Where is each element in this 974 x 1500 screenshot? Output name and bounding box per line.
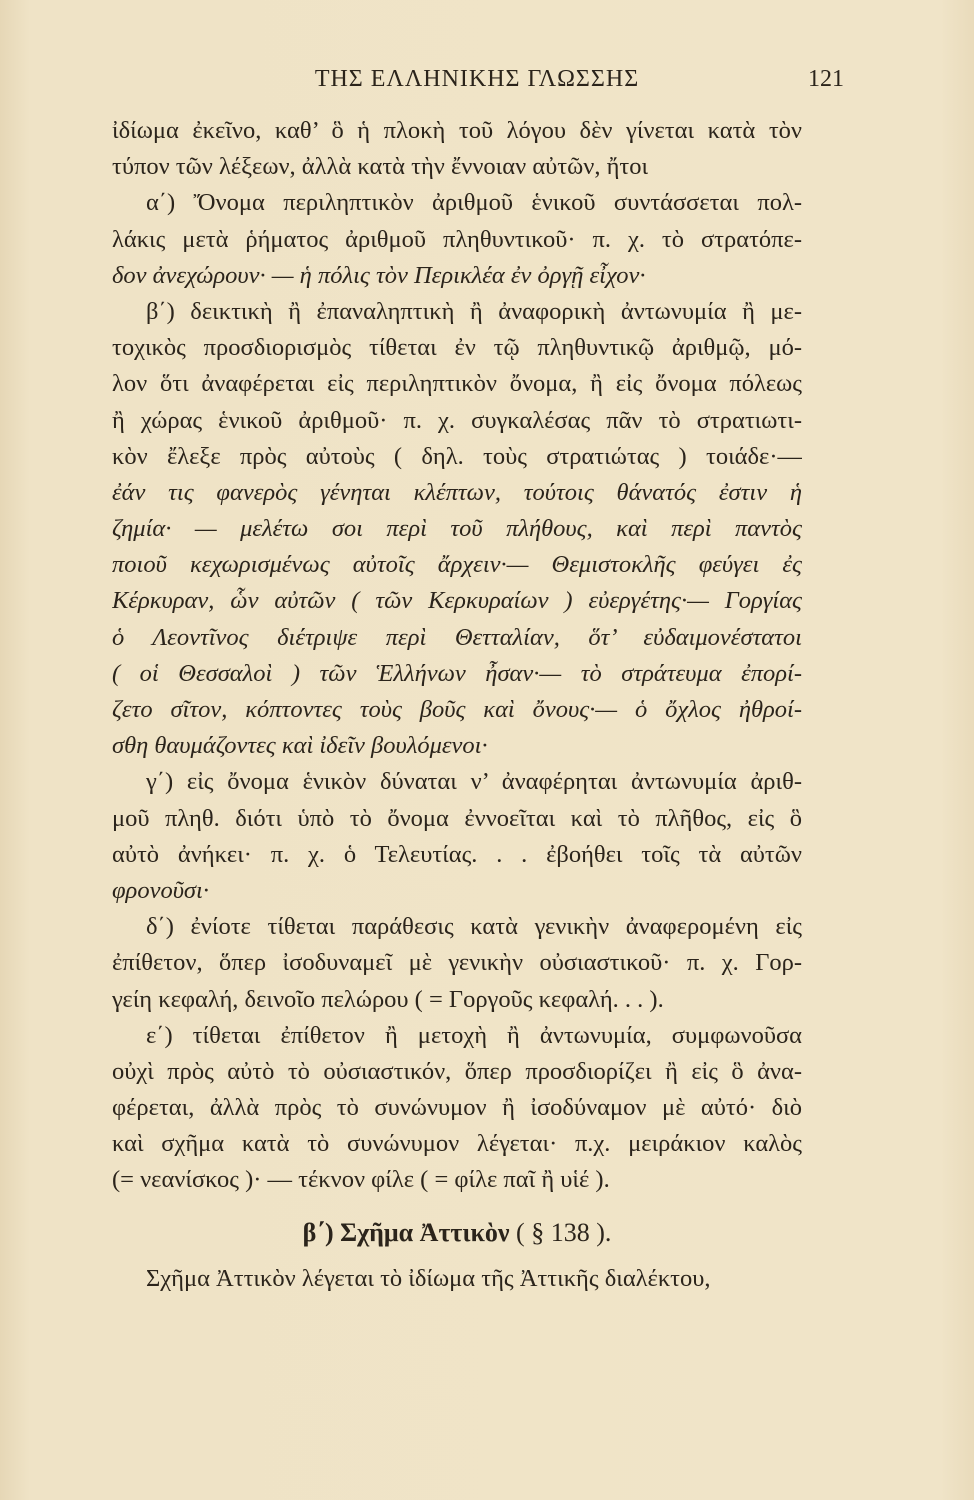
text-line: λάκις μετὰ ῥήματος ἀριθμοῦ πληθυντικοῦ· π. χ. τὸ στρατόπε- — [112, 225, 802, 253]
section-title: Σχῆμα Ἀττικὸν — [340, 1217, 510, 1247]
section-number: β΄) — [302, 1217, 334, 1247]
text-line: ἐπίθετον, ὅπερ ἰσοδυναμεῖ μὲ γενικὴν οὐσιαστικοῦ· π. χ. Γορ- — [112, 949, 802, 977]
text-line: ὁ Λεοντῖνος διέτριψε περὶ Θετταλίαν, ὅτ’ εὐδαιμονέστατοι — [112, 623, 802, 651]
text-line: δ΄) ἐνίοτε τίθεται παράθεσις κατὰ γενικὴν ἀναφερομένη εἰς — [146, 913, 802, 941]
text-line: κὸν ἔλεξε πρὸς αὐτοὺς ( δηλ. τοὺς στρατιώτας ) τοιάδε·— — [112, 442, 802, 470]
text-line: φέρεται, ἀλλὰ πρὸς τὸ συνώνυμον ἢ ἰσοδύναμον μὲ αὐτό· διὸ — [112, 1094, 802, 1122]
closing-line: Σχῆμα Ἀττικὸν λέγεται τὸ ἰδίωμα τῆς Ἀττικῆς διαλέκτου, — [146, 1264, 711, 1292]
text-line: ἰδίωμα ἐκεῖνο, καθ’ ὃ ἡ πλοκὴ τοῦ λόγου δὲν γίνεται κατὰ τὸν — [112, 117, 802, 144]
text-line: τοχικὸς προσδιορισμὸς τίθεται ἐν τῷ πληθυντικῷ ἀριθμῷ, μό- — [112, 334, 802, 362]
text-line: ἐάν τις φανερὸς γένηται κλέπτων, τούτοις θάνατός ἐστιν ἡ — [112, 478, 802, 506]
page-number: 121 — [808, 66, 844, 92]
text-line: ε΄) τίθεται ἐπίθετον ἢ μετοχὴ ἢ ἀντωνυμία, συμφωνοῦσα — [146, 1021, 802, 1049]
text-line: καὶ σχῆμα κατὰ τὸ συνώνυμον λέγεται· π.χ. μειράκιον καλὸς — [112, 1130, 802, 1158]
text-line: φρονοῦσι· — [112, 876, 209, 904]
text-line: Κέρκυραν, ὧν αὐτῶν ( τῶν Κερκυραίων ) εὐεργέτης·— Γοργίας — [112, 587, 802, 615]
text-line: α΄) Ὄνομα περιληπτικὸν ἀριθμοῦ ἑνικοῦ συντάσσεται πολ- — [146, 189, 802, 217]
text-line: ζημία· — μελέτω σοι περὶ τοῦ πλήθους, καὶ περὶ παντὸς — [112, 515, 802, 543]
text-line: αὐτὸ ἀνήκει· π. χ. ὁ Τελευτίας. . . ἐβοήθει τοῖς τὰ αὐτῶν — [112, 840, 802, 868]
text-line: δον ἀνεχώρουν· — ἡ πόλις τὸν Περικλέα ἐν ὀργῇ εἶχον· — [112, 261, 646, 289]
text-line: μοῦ πληθ. διότι ὑπὸ τὸ ὄνομα ἐννοεῖται καὶ τὸ πλῆθος, εἰς ὃ — [112, 804, 802, 832]
text-line: (= νεανίσκος )· — τέκνον φίλε ( = φίλε παῖ ἢ υἱέ ). — [112, 1166, 610, 1194]
text-line: σθη θαυμάζοντες καὶ ἰδεῖν βουλόμενοι· — [112, 732, 488, 760]
text-line: τύπον τῶν λέξεων, ἀλλὰ κατὰ τὴν ἔννοιαν αὐτῶν, ἤτοι — [112, 153, 649, 181]
body-text — [112, 113, 802, 1297]
text-line: ἢ χώρας ἑνικοῦ ἀριθμοῦ· π. χ. συγκαλέσας πᾶν τὸ στρατιωτι- — [112, 406, 802, 434]
text-line: λον ὅτι ἀναφέρεται εἰς περιληπτικὸν ὄνομα, ἢ εἰς ὄνομα πόλεως — [112, 370, 802, 398]
text-line: ( οἱ Θεσσαλοὶ ) τῶν Ἑλλήνων ἦσαν·— τὸ στράτευμα ἐπορί- — [112, 659, 802, 687]
running-head — [130, 66, 844, 106]
section-reference: ( § 138 ). — [516, 1217, 612, 1247]
text-line: γείη κεφαλή, δεινοῖο πελώρου ( = Γοργοῦς κεφαλή. . . ). — [112, 985, 664, 1013]
section-heading — [112, 1205, 802, 1261]
running-title: ΤΗΣ ΕΛΛΗΝΙΚΗΣ ΓΛΩΣΣΗΣ — [314, 66, 640, 92]
text-line: γ΄) εἰς ὄνομα ἑνικὸν δύναται ν’ ἀναφέρηται ἀντωνυμία ἀριθ- — [146, 768, 802, 796]
text-line: οὐχὶ πρὸς αὐτὸ τὸ οὐσιαστικόν, ὅπερ προσδιορίζει ἢ εἰς ὃ ἀνα- — [112, 1057, 802, 1085]
text-line: ποιοῦ κεχωρισμένως αὐτοῖς ἄρχειν·— Θεμιστοκλῆς φεύγει ἐς — [112, 551, 802, 579]
text-line: ζετο σῖτον, κόπτοντες τοὺς βοῦς καὶ ὄνους·— ὁ ὄχλος ἠθροί- — [112, 696, 802, 723]
text-line: β΄) δεικτικὴ ἢ ἐπαναληπτικὴ ἢ ἀναφορικὴ ἀντωνυμία ἢ με- — [146, 297, 802, 325]
